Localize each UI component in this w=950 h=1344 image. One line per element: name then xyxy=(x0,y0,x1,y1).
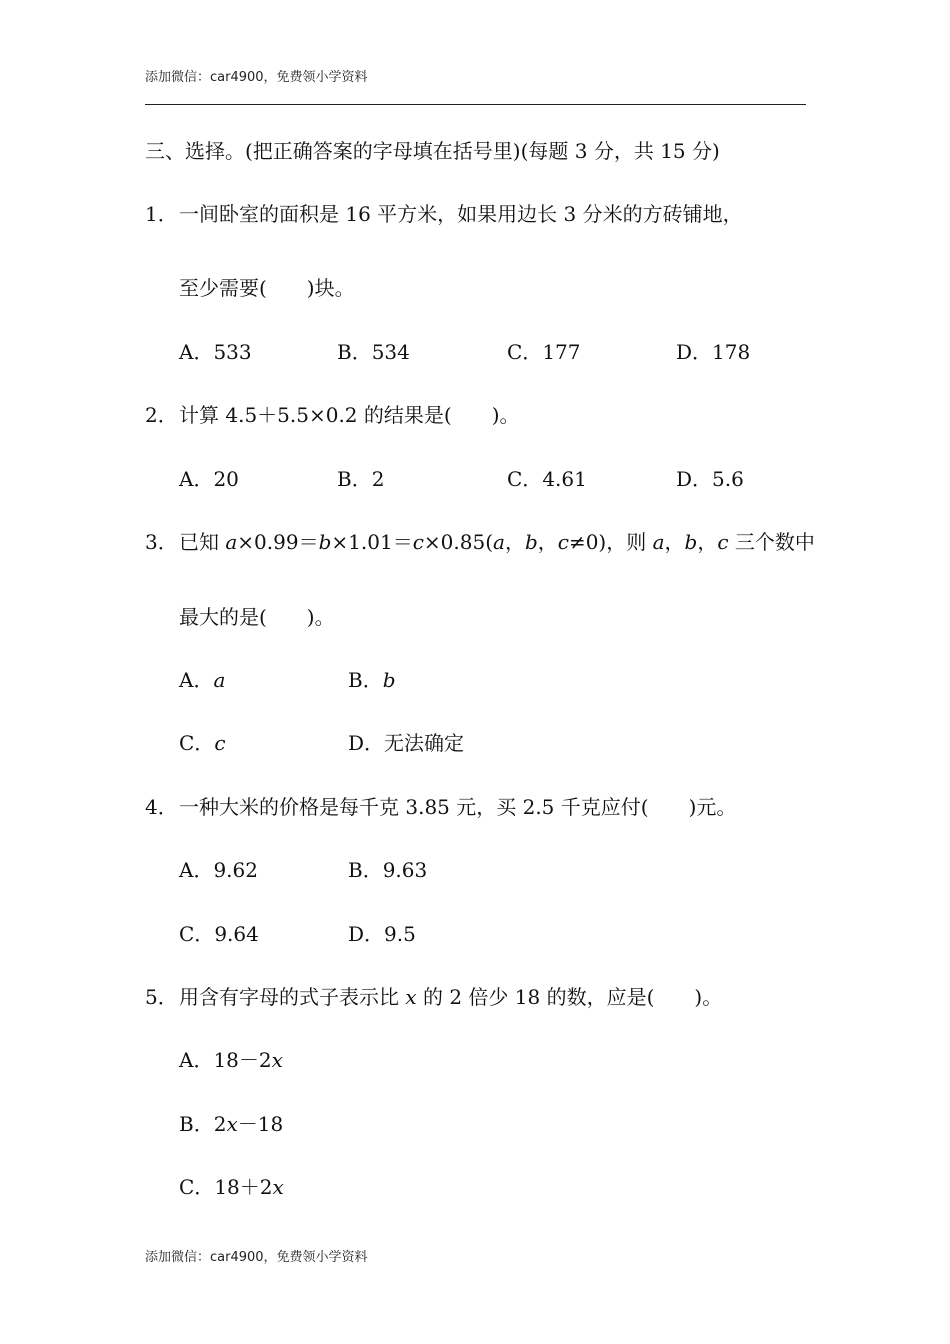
q5-option-b[interactable] xyxy=(179,1112,283,1136)
q2-option-c[interactable] xyxy=(507,467,587,491)
option-letter: B． xyxy=(179,1112,214,1136)
q2-option-a[interactable] xyxy=(179,467,239,491)
question-3-line2: 最大的是( )。 xyxy=(179,605,335,629)
option-text: 20 xyxy=(213,467,239,491)
option-text: 9.64 xyxy=(214,922,259,946)
option-letter: B． xyxy=(348,668,383,692)
option-letter: A． xyxy=(179,1048,214,1072)
q4-option-b[interactable] xyxy=(348,858,427,882)
question-4 xyxy=(145,795,736,819)
option-text: 534 xyxy=(371,340,410,364)
option-text: 2x－18 xyxy=(213,1112,284,1136)
q3-option-c[interactable] xyxy=(179,731,226,755)
option-letter: A． xyxy=(179,467,214,491)
option-letter: D． xyxy=(676,467,713,491)
q3-option-d[interactable] xyxy=(348,731,464,755)
option-letter: B． xyxy=(337,340,372,364)
header-divider xyxy=(145,104,806,105)
question-number: 5． xyxy=(145,985,178,1009)
q3-option-a[interactable] xyxy=(179,668,225,692)
option-letter: D． xyxy=(348,922,385,946)
question-number: 4． xyxy=(145,795,178,819)
option-letter: D． xyxy=(676,340,713,364)
option-text: 9.62 xyxy=(213,858,258,882)
q3-option-b[interactable] xyxy=(348,668,396,692)
option-text: 177 xyxy=(542,340,581,364)
question-2 xyxy=(145,403,520,427)
question-number: 1． xyxy=(145,202,178,226)
option-letter: C． xyxy=(179,731,215,755)
section-title: 三、选择。(把正确答案的字母填在括号里)(每题 3 分，共 15 分) xyxy=(145,139,720,163)
option-text: 18－2x xyxy=(213,1048,283,1072)
q5-option-a[interactable] xyxy=(179,1048,283,1072)
option-text: a xyxy=(213,668,226,692)
option-text: c xyxy=(214,731,226,755)
option-letter: A． xyxy=(179,858,214,882)
option-text: 4.61 xyxy=(542,467,587,491)
q4-option-c[interactable] xyxy=(179,922,259,946)
page-footer: 添加微信：car4900，免费领小学资料 xyxy=(145,1250,368,1265)
option-text: 5.6 xyxy=(712,467,744,491)
q4-option-a[interactable] xyxy=(179,858,258,882)
option-letter: C． xyxy=(507,467,543,491)
q1-option-a[interactable] xyxy=(179,340,252,364)
option-text: 178 xyxy=(712,340,751,364)
q1-option-b[interactable] xyxy=(337,340,410,364)
option-letter: D． xyxy=(348,731,385,755)
option-text: 无法确定 xyxy=(384,731,465,755)
question-text: 用含有字母的式子表示比 x 的 2 倍少 18 的数，应是( )。 xyxy=(179,985,723,1009)
question-3 xyxy=(145,530,815,554)
page-header: 添加微信：car4900，免费领小学资料 xyxy=(145,70,368,85)
option-text: 533 xyxy=(213,340,252,364)
question-text: 一间卧室的面积是 16 平方米，如果用边长 3 分米的方砖铺地， xyxy=(179,202,743,226)
question-text: 一种大米的价格是每千克 3.85 元，买 2.5 千克应付( )元。 xyxy=(179,795,737,819)
q1-option-d[interactable] xyxy=(676,340,750,364)
question-text: 已知 a×0.99＝b×1.01＝c×0.85(a，b，c≠0)，则 a，b，c 三个数中 xyxy=(179,530,815,554)
question-number: 2． xyxy=(145,403,178,427)
question-number: 3． xyxy=(145,530,178,554)
option-letter: B． xyxy=(348,858,383,882)
option-letter: C． xyxy=(179,1175,215,1199)
option-text: 9.63 xyxy=(382,858,428,882)
q2-option-b[interactable] xyxy=(337,467,384,491)
q1-option-c[interactable] xyxy=(507,340,581,364)
option-letter: C． xyxy=(179,922,215,946)
option-letter: A． xyxy=(179,340,214,364)
question-5 xyxy=(145,985,722,1009)
question-text: 计算 4.5＋5.5×0.2 的结果是( )。 xyxy=(179,403,520,427)
q5-option-c[interactable] xyxy=(179,1175,284,1199)
option-text: 9.5 xyxy=(384,922,416,946)
question-1 xyxy=(145,202,743,226)
option-letter: A． xyxy=(179,668,214,692)
option-text: 2 xyxy=(371,467,385,491)
option-letter: B． xyxy=(337,467,372,491)
option-text: b xyxy=(382,668,396,692)
option-letter: C． xyxy=(507,340,543,364)
q2-option-d[interactable] xyxy=(676,467,744,491)
option-text: 18＋2x xyxy=(214,1175,284,1199)
question-1-line2: 至少需要( )块。 xyxy=(179,276,355,300)
q4-option-d[interactable] xyxy=(348,922,416,946)
